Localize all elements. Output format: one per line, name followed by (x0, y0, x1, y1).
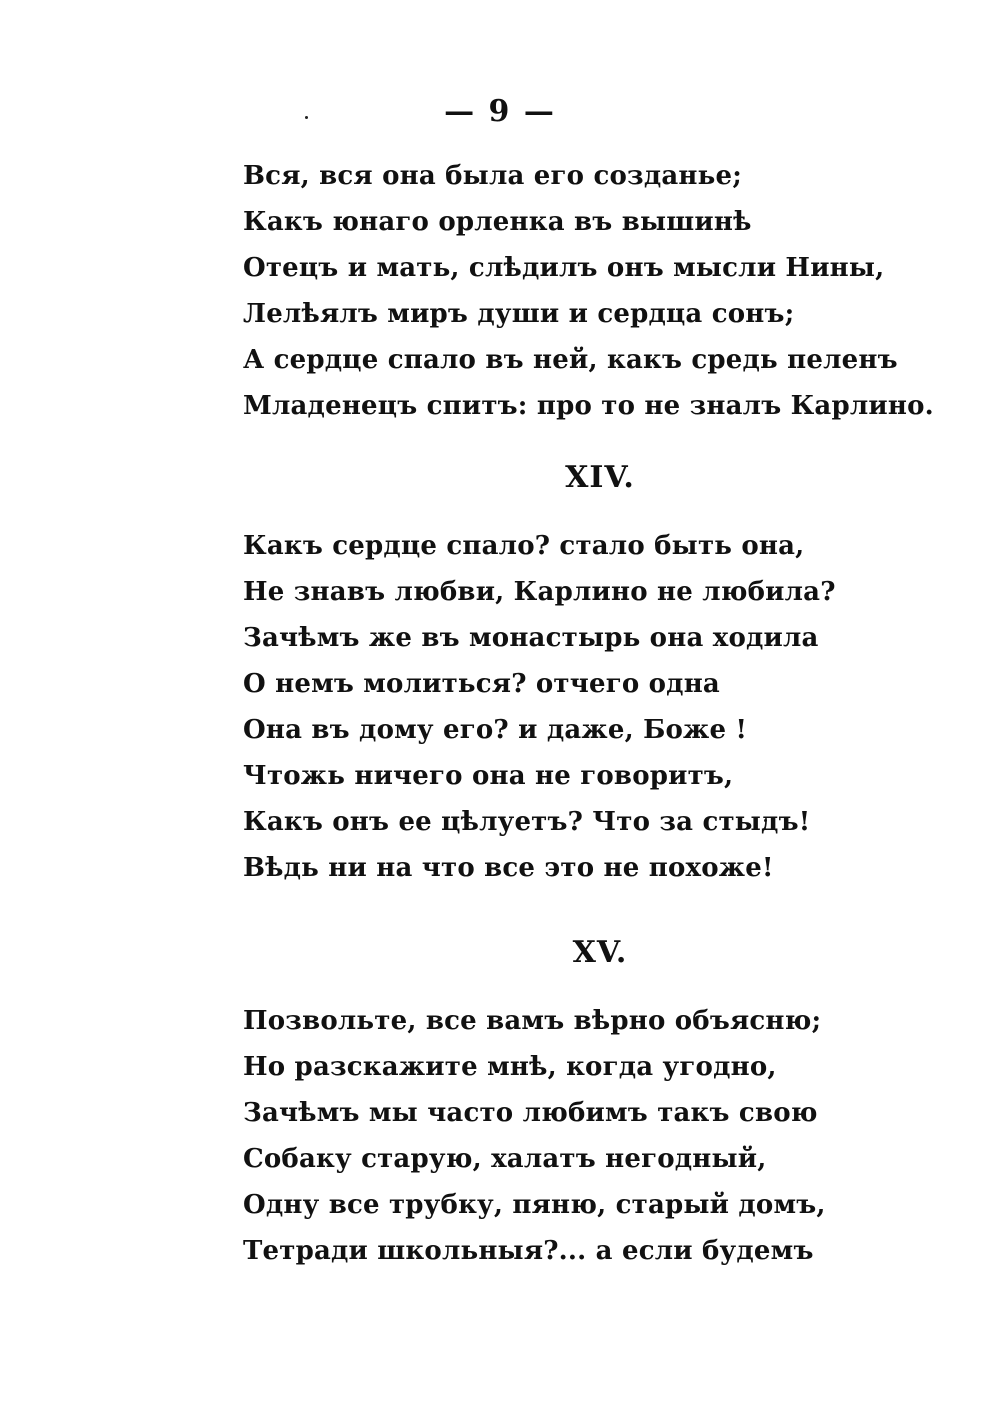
verse-line: А сердце спало въ ней, какъ средь пеленъ (243, 345, 898, 375)
verse-line: Младенецъ спитъ: про то не зналъ Карлино. (243, 391, 934, 421)
verse-line: Какъ онъ ее цѣлуетъ? Что за стыдъ! (243, 807, 811, 837)
verse-line: Какъ юнаго орленка въ вышинѣ (243, 207, 752, 237)
verse-line: Какъ сердце спало? стало быть она, (243, 531, 805, 561)
verse-line: Не знавъ любви, Карлино не любила? (243, 577, 836, 607)
verse-line: Зачѣмъ же въ монастырь она ходила (243, 623, 819, 653)
stanza-xv (243, 998, 943, 1274)
stanza-xiv (243, 523, 943, 891)
verse-line: Собаку старую, халатъ негодный, (243, 1144, 767, 1174)
section-heading-xv: XV. (572, 935, 628, 970)
section-heading-xiv: XIV. (565, 460, 635, 495)
verse-line: Она въ дому его? и даже, Боже ! (243, 715, 748, 745)
verse-line: О немъ молиться? отчего одна (243, 669, 720, 699)
verse-line: Тетради школьныя?... а если будемъ (243, 1236, 814, 1266)
verse-line: Вѣдь ни на что все это не похоже! (243, 853, 774, 883)
verse-line: Зачѣмъ мы часто любимъ такъ свою (243, 1098, 818, 1128)
verse-line: Лелѣялъ миръ души и сердца сонъ; (243, 299, 795, 329)
verse-line: Вся, вся она была его созданье; (243, 161, 743, 191)
verse-line: Но разскажите мнѣ, когда угодно, (243, 1052, 777, 1082)
page-number: — 9 — (444, 94, 556, 129)
verse-line: Чтожь ничего она не говоритъ, (243, 761, 734, 791)
verse-line: Одну все трубку, пяню, старый домъ, (243, 1190, 826, 1220)
stanza-continuation (243, 153, 943, 429)
verse-line: Позвольте, все вамъ вѣрно объясню; (243, 1006, 822, 1036)
verse-line: Отецъ и мать, слѣдилъ онъ мысли Нины, (243, 253, 885, 283)
